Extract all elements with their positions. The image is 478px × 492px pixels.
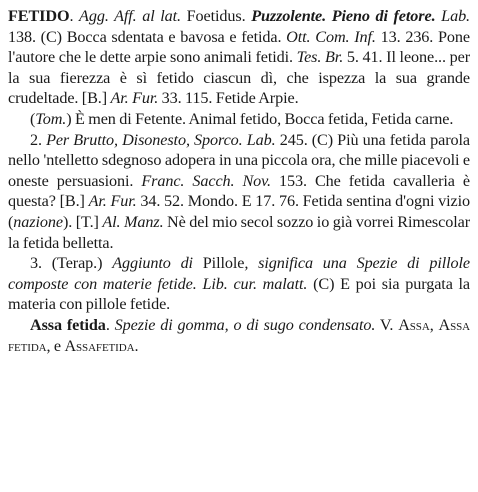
text-run: FETIDO: [8, 7, 70, 25]
text-run: Pillole: [192, 254, 245, 273]
text-run: 245. (C) Più una fetida parola nello 'ntelletto sdegnoso adopera in una piccola ora, che mille piacevoli e oneste persuasioni.: [8, 130, 470, 190]
text-run: Lib. cur. malatt.: [202, 274, 308, 293]
text-run: (C) E poi sia purgata la materia con pillole fetide.: [8, 274, 471, 314]
text-run: 138. (C) Bocca sdentata e bavosa e fetida.: [8, 27, 287, 46]
text-run: 2.: [30, 130, 47, 149]
text-run: Assa fetida: [30, 315, 106, 334]
text-run: Nè del mio secol sozzo io già vorrei Rimescolar la fetida belletta.: [8, 212, 470, 252]
text-run: Per Brutto, Disonesto, Sporco.: [46, 130, 243, 149]
text-run: Agg. Aff. al lat.: [79, 7, 182, 25]
text-run: Ott. Com. Inf.: [286, 27, 376, 46]
text-run: Franc. Sacch. Nov.: [141, 171, 271, 190]
subentry-assa-fetida: [8, 315, 470, 356]
text-run: Foetidus.: [181, 7, 252, 25]
dictionary-entry-fetido: [8, 6, 470, 356]
text-run: ). [T.]: [62, 212, 103, 231]
text-run: , significa una Spezie di pillole composte con materie fetide.: [8, 254, 470, 293]
usage-note-tommaseo: [8, 109, 470, 130]
text-run: (: [30, 109, 36, 128]
sense-3-terapia: [8, 253, 470, 315]
text-run: Tes. Br.: [296, 48, 344, 67]
text-run: nazione: [13, 212, 63, 231]
text-run: 3. (Terap.): [30, 254, 113, 273]
text-run: Puzzolente. Pieno di fetore.: [251, 7, 436, 25]
text-run: Al. Manz.: [102, 212, 164, 231]
text-run: .: [69, 7, 80, 25]
text-run: 13. 236. Pone l'autore che le dette arpie sono animali fetidi.: [8, 27, 470, 67]
definition-main: [8, 6, 470, 109]
text-run: Assa: [398, 315, 430, 334]
text-run: Ar. Fur.: [110, 89, 159, 108]
text-run: Lab.: [441, 7, 471, 25]
text-run: .: [105, 315, 115, 334]
text-run: Assafetida: [64, 336, 135, 355]
text-run: 34. 52. Mondo. E 17. 76. Fetida sentina d'ogni vizio (: [8, 192, 470, 231]
text-run: V.: [375, 315, 399, 334]
text-run: Lab.: [246, 130, 276, 149]
text-run: Tom.: [35, 109, 67, 128]
text-run: .: [134, 336, 139, 355]
text-run: Spezie di gomma, o di sugo condensato.: [114, 315, 376, 334]
text-run: 33. 115. Fetide Arpie.: [158, 89, 299, 108]
text-run: Aggiunto di: [112, 254, 193, 273]
text-run: ) È men di Fetente. Animal fetido, Bocca fetida, Fetida carne.: [66, 109, 454, 128]
text-run: , e: [46, 336, 65, 355]
text-run: ,: [429, 315, 439, 334]
text-run: Assa fetida: [8, 315, 470, 355]
sense-2-brutto: [8, 130, 470, 254]
text-run: Ar. Fur.: [88, 192, 137, 211]
text-run: 5. 41. Il leone... per la sua fierezza è sì fetido ciascun dì, che ispezza la sua grande crudeltade. [B.]: [8, 48, 471, 108]
text-run: 153. Che fetida cavalleria è questa? [B.]: [8, 171, 470, 211]
